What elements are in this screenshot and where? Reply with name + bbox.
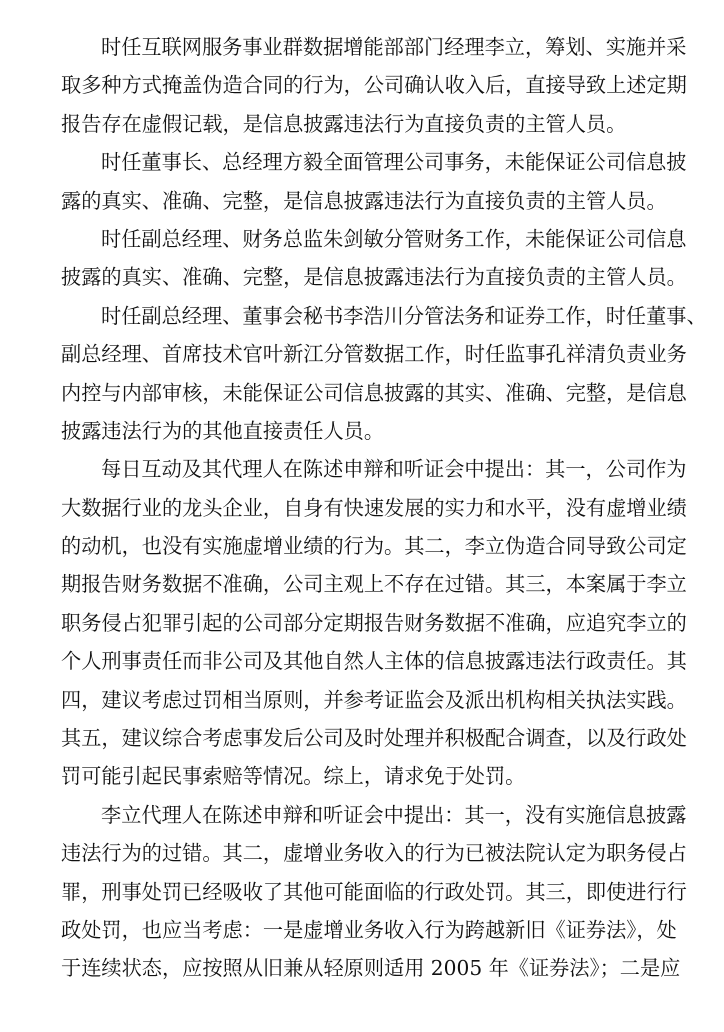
- text-line: 罚可能引起民事索赔等情况。综上，请求免于处罚。: [61, 764, 526, 789]
- paragraph: [61, 796, 687, 988]
- text-line: 李立代理人在陈述申辩和听证会中提出：其一，没有实施信息披露: [101, 802, 687, 827]
- text-line: 时任互联网服务事业群数据增能部部门经理李立，筹划、实施并采: [101, 35, 687, 59]
- text-line: 期报告财务数据不准确，公司主观上不存在过错。其三，本案属于李立: [61, 572, 687, 597]
- paragraph: [61, 297, 707, 451]
- text-line: 四，建议考虑过罚相当原则，并参考证监会及派出机构相关执法实践。: [61, 687, 687, 712]
- text-line: 违法行为的过错。其二，虚增业务收入的行为已被法院认定为职务侵占: [61, 841, 687, 866]
- text-line: 时任副总经理、董事会秘书李浩川分管法务和证券工作，时任董事、: [101, 303, 707, 328]
- text-line: 时任董事长、总经理方毅全面管理公司事务，未能保证公司信息披: [101, 150, 687, 175]
- text-line: 披露违法行为的其他直接责任人员。: [61, 418, 385, 443]
- paragraph: [61, 220, 687, 297]
- text-line: 内控与内部审核，未能保证公司信息披露的其实、准确、完整，是信息: [61, 380, 687, 405]
- text-line: 副总经理、首席技术官叶新江分管数据工作，时任监事孔祥清负责业务: [61, 342, 687, 367]
- text-line: 取多种方式掩盖伪造合同的行为，公司确认收入后，直接导致上述定期: [61, 73, 687, 98]
- text-line: 大数据行业的龙头企业，自身有快速发展的实力和水平，没有虚增业绩: [61, 495, 687, 520]
- text-line: 于连续状态，应按照从旧兼从轻原则适用 2005 年《证券法》；二是应: [61, 956, 681, 981]
- text-line: 其五，建议综合考虑事发后公司及时处理并积极配合调查，以及行政处: [61, 726, 687, 751]
- paragraph: [61, 28, 687, 143]
- document-page: [61, 28, 707, 988]
- paragraph: [61, 143, 687, 220]
- text-line: 时任副总经理、财务总监朱剑敏分管财务工作，未能保证公司信息: [101, 226, 687, 251]
- text-line: 罪，刑事处罚已经吸收了其他可能面临的行政处罚。其三，即使进行行: [61, 879, 687, 904]
- text-line: 披露的真实、准确、完整，是信息披露违法行为直接负责的主管人员。: [61, 265, 687, 290]
- text-line: 报告存在虚假记载，是信息披露违法行为直接负责的主管人员。: [61, 111, 627, 136]
- text-line: 政处罚，也应当考虑：一是虚增业务收入行为跨越新旧《证券法》，处: [61, 917, 677, 942]
- text-line: 露的真实、准确、完整，是信息披露违法行为直接负责的主管人员。: [61, 188, 667, 213]
- text-line: 职务侵占犯罪引起的公司部分定期报告财务数据不准确，应追究李立的: [61, 610, 687, 635]
- text-line: 个人刑事责任而非公司及其他自然人主体的信息披露违法行政责任。其: [61, 649, 687, 674]
- text-line: 每日互动及其代理人在陈述申辩和听证会中提出：其一，公司作为: [101, 457, 687, 482]
- text-line: 的动机，也没有实施虚增业绩的行为。其二，李立伪造合同导致公司定: [61, 534, 687, 559]
- paragraph: [61, 450, 687, 796]
